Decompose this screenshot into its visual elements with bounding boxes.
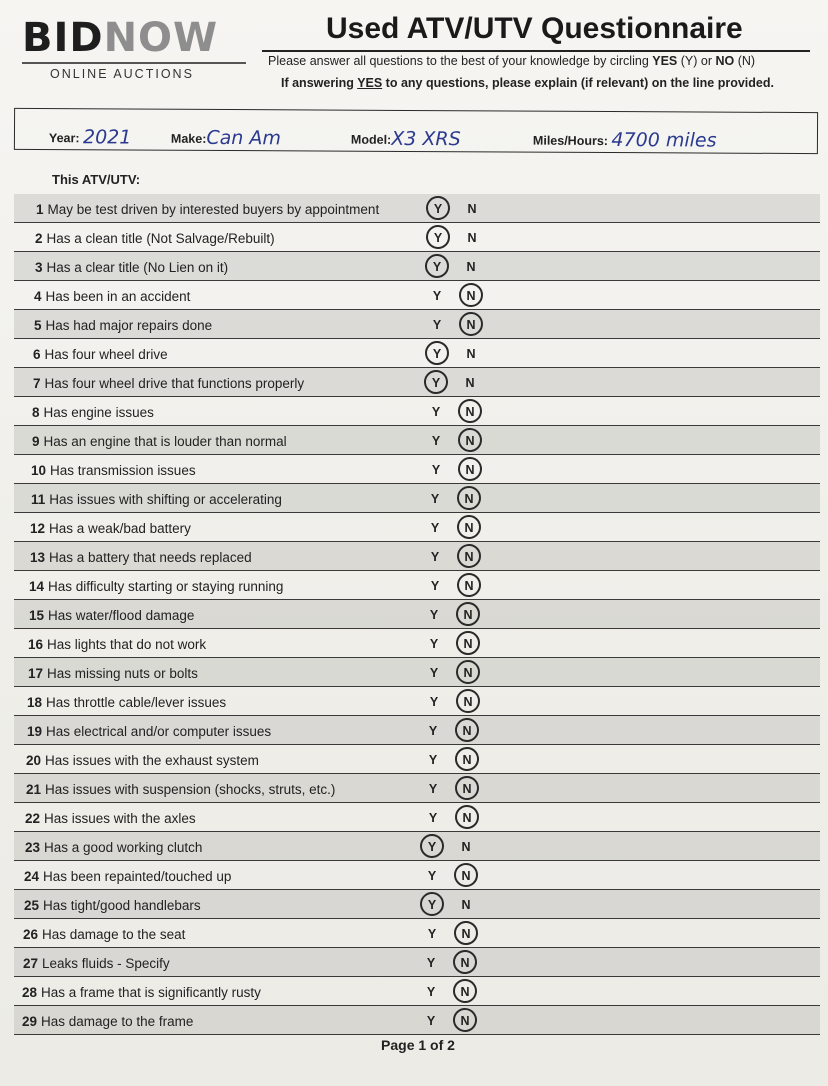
yes-option[interactable]: Y (429, 637, 439, 651)
no-option[interactable]: N (461, 898, 471, 912)
question-label: Has throttle cable/lever issues (46, 695, 227, 710)
no-option[interactable]: N (461, 840, 471, 854)
question-list (14, 194, 820, 1035)
no-option[interactable]: N (464, 579, 474, 593)
question-row (14, 426, 820, 455)
yes-option[interactable]: Y (433, 231, 443, 245)
question-row (14, 1006, 820, 1035)
no-option[interactable]: N (464, 521, 474, 535)
question-row (14, 252, 820, 281)
question-row (14, 803, 820, 832)
question-text (31, 492, 282, 507)
year-value: 2021 (82, 126, 132, 149)
question-number: 14 (29, 579, 45, 594)
question-row (14, 397, 820, 426)
question-row (14, 194, 820, 223)
question-text (36, 202, 379, 217)
question-number: 18 (27, 695, 43, 710)
logo-wordmark: BIDNOW (22, 15, 219, 61)
question-label: May be test driven by interested buyers by appointment (47, 202, 380, 217)
yes-circled-mark (424, 194, 452, 222)
question-number: 25 (24, 898, 40, 913)
question-text (25, 811, 196, 826)
question-number: 19 (27, 724, 43, 739)
question-row (14, 861, 820, 890)
no-option[interactable]: N (464, 550, 474, 564)
question-row (14, 629, 820, 658)
no-option[interactable]: N (460, 956, 470, 970)
yes-option[interactable]: Y (432, 260, 442, 274)
question-text (31, 463, 196, 478)
yes-option[interactable]: Y (429, 608, 439, 622)
question-label: Has a good working clutch (44, 840, 203, 855)
question-number: 22 (25, 811, 41, 826)
model-value: X3 XRS (391, 127, 461, 151)
bidnow-logo (22, 16, 252, 81)
no-circled-mark (459, 283, 483, 307)
no-option[interactable]: N (463, 666, 473, 680)
question-number: 16 (28, 637, 44, 652)
no-option[interactable]: N (466, 289, 476, 303)
question-row (14, 310, 820, 339)
question-row (14, 281, 820, 310)
question-text (35, 260, 228, 275)
question-row (14, 745, 820, 774)
yes-option[interactable]: Y (428, 724, 438, 738)
page-number: Page 1 of 2 (381, 1037, 455, 1053)
no-circled-mark (459, 312, 484, 337)
question-label: Has a clean title (Not Salvage/Rebuilt) (46, 231, 275, 246)
no-option[interactable]: N (467, 231, 477, 245)
yes-option[interactable]: Y (433, 202, 443, 216)
model-field[interactable]: Model:X3 XRS (350, 127, 461, 151)
no-option[interactable]: N (466, 318, 476, 332)
question-number: 23 (25, 840, 41, 855)
year-field[interactable]: Year: 2021 (48, 126, 132, 149)
question-text (27, 695, 226, 710)
question-row (14, 368, 820, 397)
logo-divider (22, 62, 246, 64)
no-option[interactable]: N (464, 492, 474, 506)
yes-option[interactable]: Y (428, 782, 438, 796)
question-row (14, 919, 820, 948)
question-number: 20 (26, 753, 42, 768)
yes-circled-mark (425, 224, 452, 251)
question-text (23, 927, 185, 942)
question-text (25, 840, 202, 855)
yes-option[interactable]: Y (429, 695, 439, 709)
question-number: 8 (32, 405, 40, 420)
no-circled-mark (451, 948, 478, 975)
no-circled-mark (451, 977, 478, 1004)
yes-option[interactable]: Y (428, 811, 438, 825)
no-circled-mark (454, 717, 480, 743)
question-number: 1 (36, 202, 44, 217)
question-number: 21 (26, 782, 42, 797)
miles-value: 4700 miles (611, 129, 717, 152)
yes-option[interactable]: Y (429, 666, 439, 680)
no-option[interactable]: N (462, 811, 472, 825)
question-number: 10 (31, 463, 47, 478)
question-label: Has electrical and/or computer issues (46, 724, 272, 739)
question-row (14, 774, 820, 803)
no-option[interactable]: N (466, 260, 476, 274)
question-label: Has difficulty starting or staying running (48, 579, 284, 594)
question-row (14, 542, 820, 571)
no-circled-mark (457, 427, 483, 453)
no-circled-mark (455, 630, 481, 656)
question-row (14, 832, 820, 861)
question-number: 2 (35, 231, 43, 246)
question-number: 24 (24, 869, 40, 884)
no-circled-mark (454, 600, 481, 627)
question-number: 26 (23, 927, 39, 942)
question-row (14, 977, 820, 1006)
question-number: 3 (35, 260, 43, 275)
yes-option[interactable]: Y (427, 898, 437, 912)
yes-option[interactable]: Y (430, 550, 440, 564)
yes-option[interactable]: Y (432, 318, 442, 332)
question-number: 5 (34, 318, 42, 333)
question-label: Has issues with the exhaust system (45, 753, 259, 768)
question-label: Has been repainted/touched up (43, 869, 232, 884)
question-label: Has been in an accident (45, 289, 191, 304)
question-label: Has issues with suspension (shocks, struts, etc.) (45, 782, 336, 797)
question-text (23, 956, 170, 971)
page-title: Used ATV/UTV Questionnaire (326, 12, 743, 45)
section-label: This ATV/UTV: (52, 172, 141, 187)
miles-field[interactable]: Miles/Hours: 4700 miles (532, 129, 717, 152)
question-text (34, 289, 190, 304)
no-circled-mark (452, 1007, 478, 1033)
question-label: Has a clear title (No Lien on it) (46, 260, 229, 275)
no-option[interactable]: N (466, 347, 476, 361)
yes-option[interactable]: Y (427, 927, 437, 941)
yes-circled-mark (424, 253, 450, 279)
question-row (14, 948, 820, 977)
question-label: Has issues with shifting or accelerating (49, 492, 282, 507)
question-text (33, 376, 304, 391)
no-option[interactable]: N (460, 1014, 470, 1028)
question-text (22, 985, 261, 1000)
yes-option[interactable]: Y (428, 753, 438, 767)
yes-circled-mark (422, 368, 449, 395)
question-text (28, 666, 198, 681)
question-text (28, 637, 206, 652)
yes-circled-mark (420, 892, 445, 917)
question-label: Has an engine that is louder than normal (43, 434, 287, 449)
yes-option[interactable]: Y (430, 579, 440, 593)
question-label: Has damage to the frame (41, 1014, 194, 1029)
yes-option[interactable]: Y (430, 521, 440, 535)
question-text (32, 405, 154, 420)
question-text (27, 724, 271, 739)
question-row (14, 716, 820, 745)
yes-option[interactable]: Y (432, 347, 442, 361)
question-label: Has issues with the axles (44, 811, 196, 826)
question-number: 27 (23, 956, 39, 971)
instructions-line-1: Please answer all questions to the best of your knowledge by circling YES (Y) or NO (N) (268, 54, 756, 68)
yes-option[interactable]: Y (426, 985, 436, 999)
question-number: 29 (22, 1014, 38, 1029)
question-number: 12 (30, 521, 46, 536)
question-label: Has transmission issues (50, 463, 196, 478)
question-number: 4 (34, 289, 42, 304)
question-number: 7 (33, 376, 41, 391)
question-number: 11 (31, 492, 46, 507)
question-label: Has tight/good handlebars (43, 898, 201, 913)
make-value: Can Am (206, 126, 281, 150)
question-row (14, 484, 820, 513)
no-circled-mark (456, 660, 481, 685)
question-label: Has water/flood damage (48, 608, 195, 623)
yes-option[interactable]: Y (431, 463, 441, 477)
title-underline (262, 50, 810, 52)
make-field[interactable]: Make:Can Am (170, 126, 281, 150)
no-option[interactable]: N (461, 869, 471, 883)
question-label: Has four wheel drive that functions properly (44, 376, 305, 391)
no-option[interactable]: N (465, 434, 475, 448)
question-label: Leaks fluids - Specify (42, 956, 170, 971)
no-option[interactable]: N (462, 782, 472, 796)
no-option[interactable]: N (465, 463, 475, 477)
question-text (32, 434, 287, 449)
question-label: Has lights that do not work (47, 637, 207, 652)
no-option[interactable]: N (462, 724, 472, 738)
no-circled-mark (454, 746, 481, 773)
question-number: 17 (28, 666, 44, 681)
no-circled-mark (455, 571, 482, 598)
question-number: 9 (32, 434, 40, 449)
question-number: 6 (33, 347, 41, 362)
question-label: Has engine issues (43, 405, 154, 420)
yes-circled-mark (424, 340, 450, 366)
question-row (14, 890, 820, 919)
no-option[interactable]: N (467, 202, 477, 216)
question-text (22, 1014, 193, 1029)
question-text (26, 782, 335, 797)
instructions-line-2: If answering YES to any questions, please explain (if relevant) on the line provided. (281, 76, 774, 90)
no-option[interactable]: N (463, 608, 473, 622)
question-row (14, 455, 820, 484)
yes-option[interactable]: Y (426, 1014, 436, 1028)
no-circled-mark (454, 863, 478, 887)
no-option[interactable]: N (462, 753, 472, 767)
yes-option[interactable]: Y (426, 956, 436, 970)
no-circled-mark (456, 514, 481, 539)
no-circled-mark (453, 920, 479, 946)
no-circled-mark (456, 543, 482, 569)
no-option[interactable]: N (461, 927, 471, 941)
question-text (29, 608, 194, 623)
question-label: Has four wheel drive (44, 347, 168, 362)
question-label: Has missing nuts or bolts (47, 666, 198, 681)
question-row (14, 223, 820, 252)
question-label: Has a frame that is significantly rusty (41, 985, 261, 1000)
question-label: Has had major repairs done (45, 318, 213, 333)
question-text (29, 579, 283, 594)
no-circled-mark (453, 774, 481, 802)
question-text (26, 753, 259, 768)
question-text (30, 550, 252, 565)
question-row (14, 571, 820, 600)
question-number: 15 (29, 608, 45, 623)
question-text (35, 231, 275, 246)
question-text (24, 869, 231, 884)
no-circled-mark (456, 689, 480, 713)
no-circled-mark (457, 486, 481, 510)
no-option[interactable]: N (465, 405, 475, 419)
yes-option[interactable]: Y (431, 405, 441, 419)
no-option[interactable]: N (460, 985, 470, 999)
no-option[interactable]: N (465, 376, 475, 390)
question-text (33, 347, 168, 362)
yes-circled-mark (419, 833, 445, 859)
yes-option[interactable]: Y (431, 376, 441, 390)
question-text (30, 521, 191, 536)
question-number: 28 (22, 985, 38, 1000)
no-circled-mark (454, 804, 481, 831)
question-text (24, 898, 201, 913)
yes-option[interactable]: Y (427, 869, 437, 883)
question-label: Has damage to the seat (42, 927, 186, 942)
yes-option[interactable]: Y (427, 840, 437, 854)
yes-option[interactable]: Y (432, 289, 442, 303)
vehicle-info-box (14, 108, 818, 154)
question-label: Has a weak/bad battery (49, 521, 191, 536)
no-option[interactable]: N (463, 637, 473, 651)
question-row (14, 339, 820, 368)
yes-option[interactable]: Y (430, 492, 440, 506)
question-row (14, 687, 820, 716)
logo-tagline: ONLINE AUCTIONS (50, 67, 194, 81)
question-text (34, 318, 212, 333)
question-row (14, 513, 820, 542)
question-label: Has a battery that needs replaced (49, 550, 252, 565)
no-circled-mark (456, 397, 483, 424)
no-option[interactable]: N (463, 695, 473, 709)
question-row (14, 600, 820, 629)
no-circled-mark (457, 456, 482, 481)
question-row (14, 658, 820, 687)
question-number: 13 (30, 550, 46, 565)
yes-option[interactable]: Y (431, 434, 441, 448)
